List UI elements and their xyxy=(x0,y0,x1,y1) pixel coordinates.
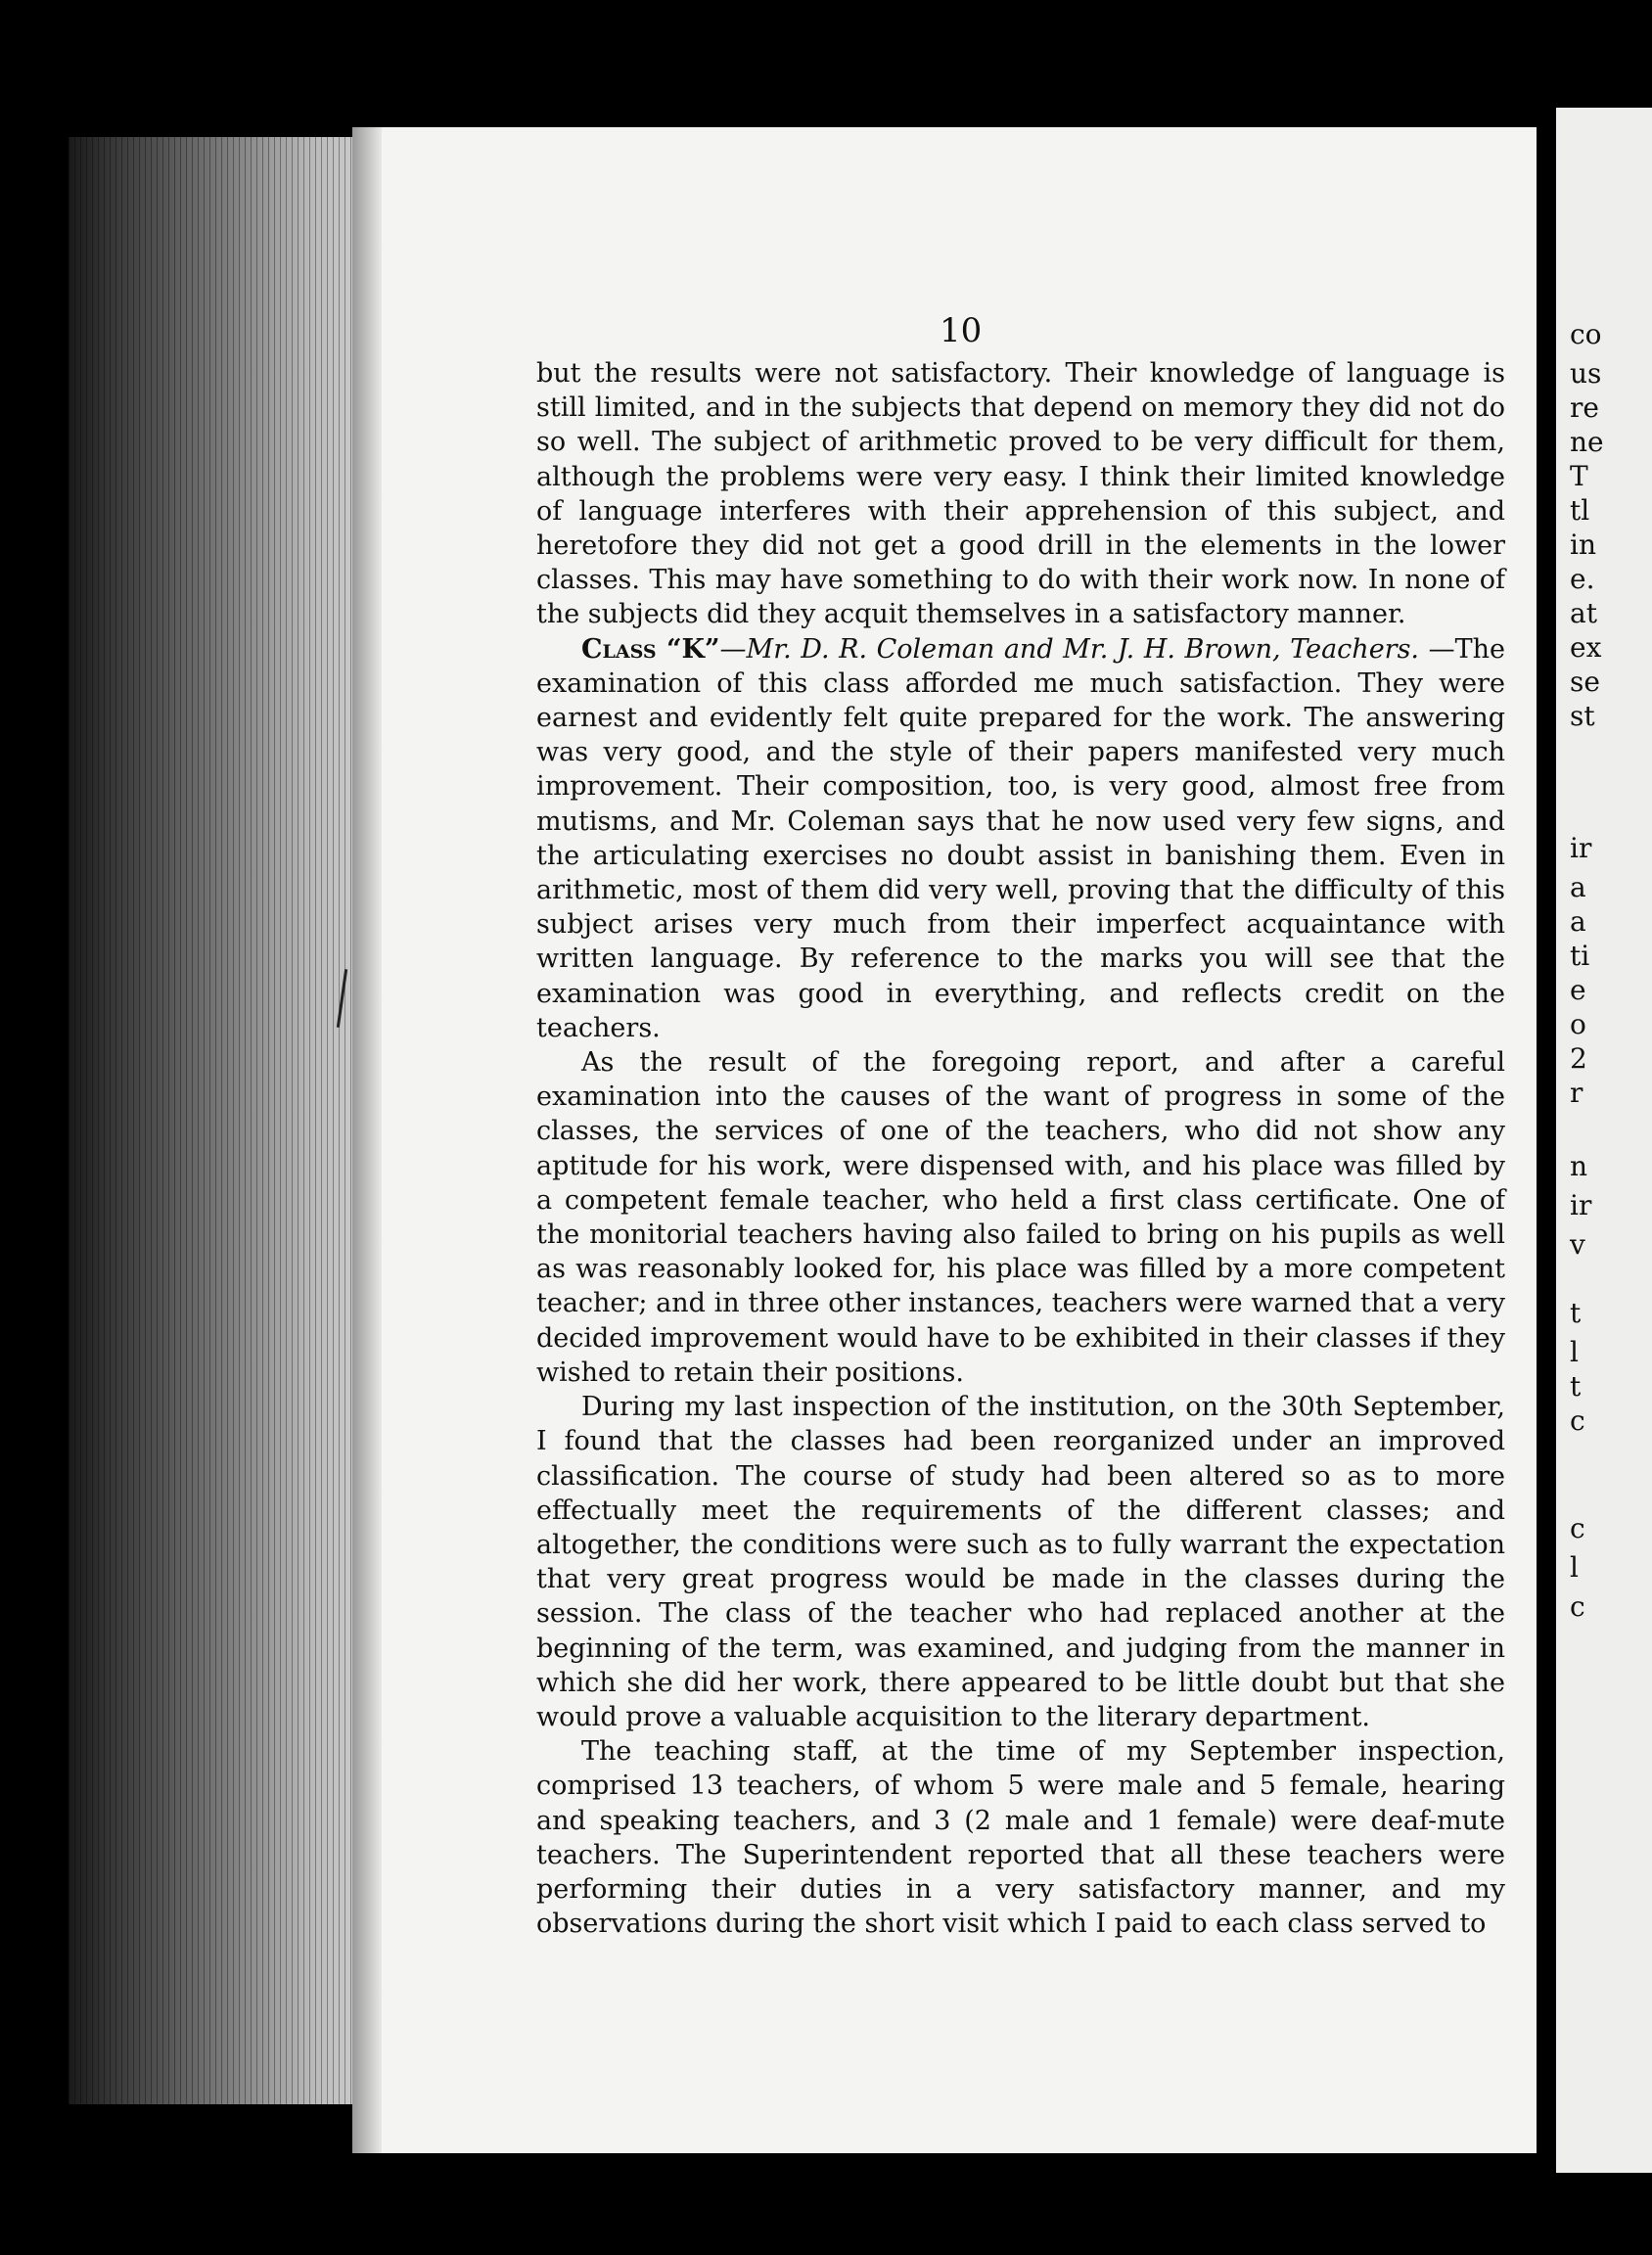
facing-fragment: r xyxy=(1570,1077,1583,1109)
paragraph-5: The teaching staff, at the time of my September inspection, comprised 13 teachers, of whom 5 were male and 5 female, hearing and speaking teachers, and 3 (2 male and 1 female) were deaf-mute teachers. The Superintendent reported that all these teachers were performing their duties in a very satisfactory manner, and my observations during the short visit which I paid to each class served to xyxy=(536,1736,1505,1940)
facing-fragment: co xyxy=(1570,318,1602,350)
paragraph-4: During my last inspection of the institution, on the 30th September, I found that the classes had been reorganized under an improved classification. The course of study had been altered so as to more effectually meet the requirements of the different classes; and altogether, the conditions were such as to fully warrant the expectation that very great progress would be made in the classes during the session. The class of the teacher who had replaced another at the beginning of the term, was examined, and judging from the manner in which she did her work, there appeared to be little doubt but that she would prove a valuable acquisition to the literary department. xyxy=(536,1392,1505,1732)
facing-fragment: ex xyxy=(1570,631,1602,664)
facing-fragment: o xyxy=(1570,1008,1586,1040)
paragraph-3: As the result of the foregoing report, and after a careful examination into the causes of the want of progress in some of the classes, the services of one of the teachers, who did not show any aptitude for his work, were dispensed with, and his place was filled by a competent female teacher, who held a first class certificate. One of the monitorial teachers having also failed to bring on his pupils as well as was reasonably looked for, his place was filled by a more competent teacher; and in three other instances, teachers were warned that a very decided improvement would have to be exhibited in their classes if they wished to retain their positions. xyxy=(536,1047,1505,1388)
facing-fragment: st xyxy=(1570,700,1595,732)
facing-fragment: se xyxy=(1570,666,1600,698)
facing-fragment: t xyxy=(1570,1297,1582,1329)
facing-fragment: l xyxy=(1570,1551,1579,1584)
facing-fragment: ne xyxy=(1570,426,1604,458)
facing-fragment: a xyxy=(1570,871,1586,903)
class-k-teachers: —Mr. D. R. Coleman and Mr. J. H. Brown, Teachers. xyxy=(719,633,1420,665)
paragraph-2 xyxy=(536,632,1505,1045)
facing-fragment: tl xyxy=(1570,494,1590,527)
facing-fragment: l xyxy=(1570,1336,1579,1368)
facing-fragment: e xyxy=(1570,974,1586,1006)
facing-fragment: ir xyxy=(1570,832,1592,864)
facing-fragment: v xyxy=(1570,1228,1585,1261)
facing-fragment: ir xyxy=(1570,1189,1592,1221)
facing-fragment: c xyxy=(1570,1404,1585,1437)
page-text xyxy=(536,356,1505,1941)
class-k-text: —The examination of this class afforded me much satisfaction. They were earnest and evidently felt quite prepared for the work. The answering was very good, and the style of their papers manifested very much improvement. Their composition, too, is very good, almost free from mutisms, and Mr. Coleman says that he now used very few signs, and the articulating exercises no doubt assist in banishing them. Even in arithmetic, most of them did very well, proving that the difficulty of this subject arises very much from their imperfect acquaintance with written language. By reference to the marks you will see that the examination was good in everything, and reflects credit on the teachers. xyxy=(536,633,1505,1043)
facing-fragment: T xyxy=(1570,460,1588,492)
class-k-heading: Class “K” xyxy=(581,633,720,665)
facing-fragment: e. xyxy=(1570,563,1595,595)
facing-page-edge xyxy=(1556,108,1652,2173)
facing-fragment: c xyxy=(1570,1512,1585,1544)
facing-fragment: re xyxy=(1570,391,1599,424)
facing-fragment: ti xyxy=(1570,940,1590,972)
facing-fragment: a xyxy=(1570,905,1586,938)
facing-fragment: 2 xyxy=(1570,1042,1587,1075)
facing-fragment: t xyxy=(1570,1370,1582,1403)
page-number: 10 xyxy=(940,311,983,350)
facing-fragment: us xyxy=(1570,357,1602,390)
facing-fragment: in xyxy=(1570,529,1596,561)
paragraph-1: but the results were not satisfactory. Their knowledge of language is still limited, and in the subjects that depend on memory they did not do so well. The subject of arithmetic proved to be very difficult for them, although the problems were very easy. I think their limited knowledge of language interferes with their apprehension of this subject, and heretofore they did not get a good drill in the elements in the lower classes. This may have something to do with their work now. In none of the subjects did they acquit themselves in a satisfactory manner. xyxy=(536,358,1505,630)
facing-fragment: n xyxy=(1570,1150,1588,1182)
page-stack-edge xyxy=(69,137,391,2104)
facing-fragment: at xyxy=(1570,597,1597,629)
facing-fragment: c xyxy=(1570,1590,1585,1623)
